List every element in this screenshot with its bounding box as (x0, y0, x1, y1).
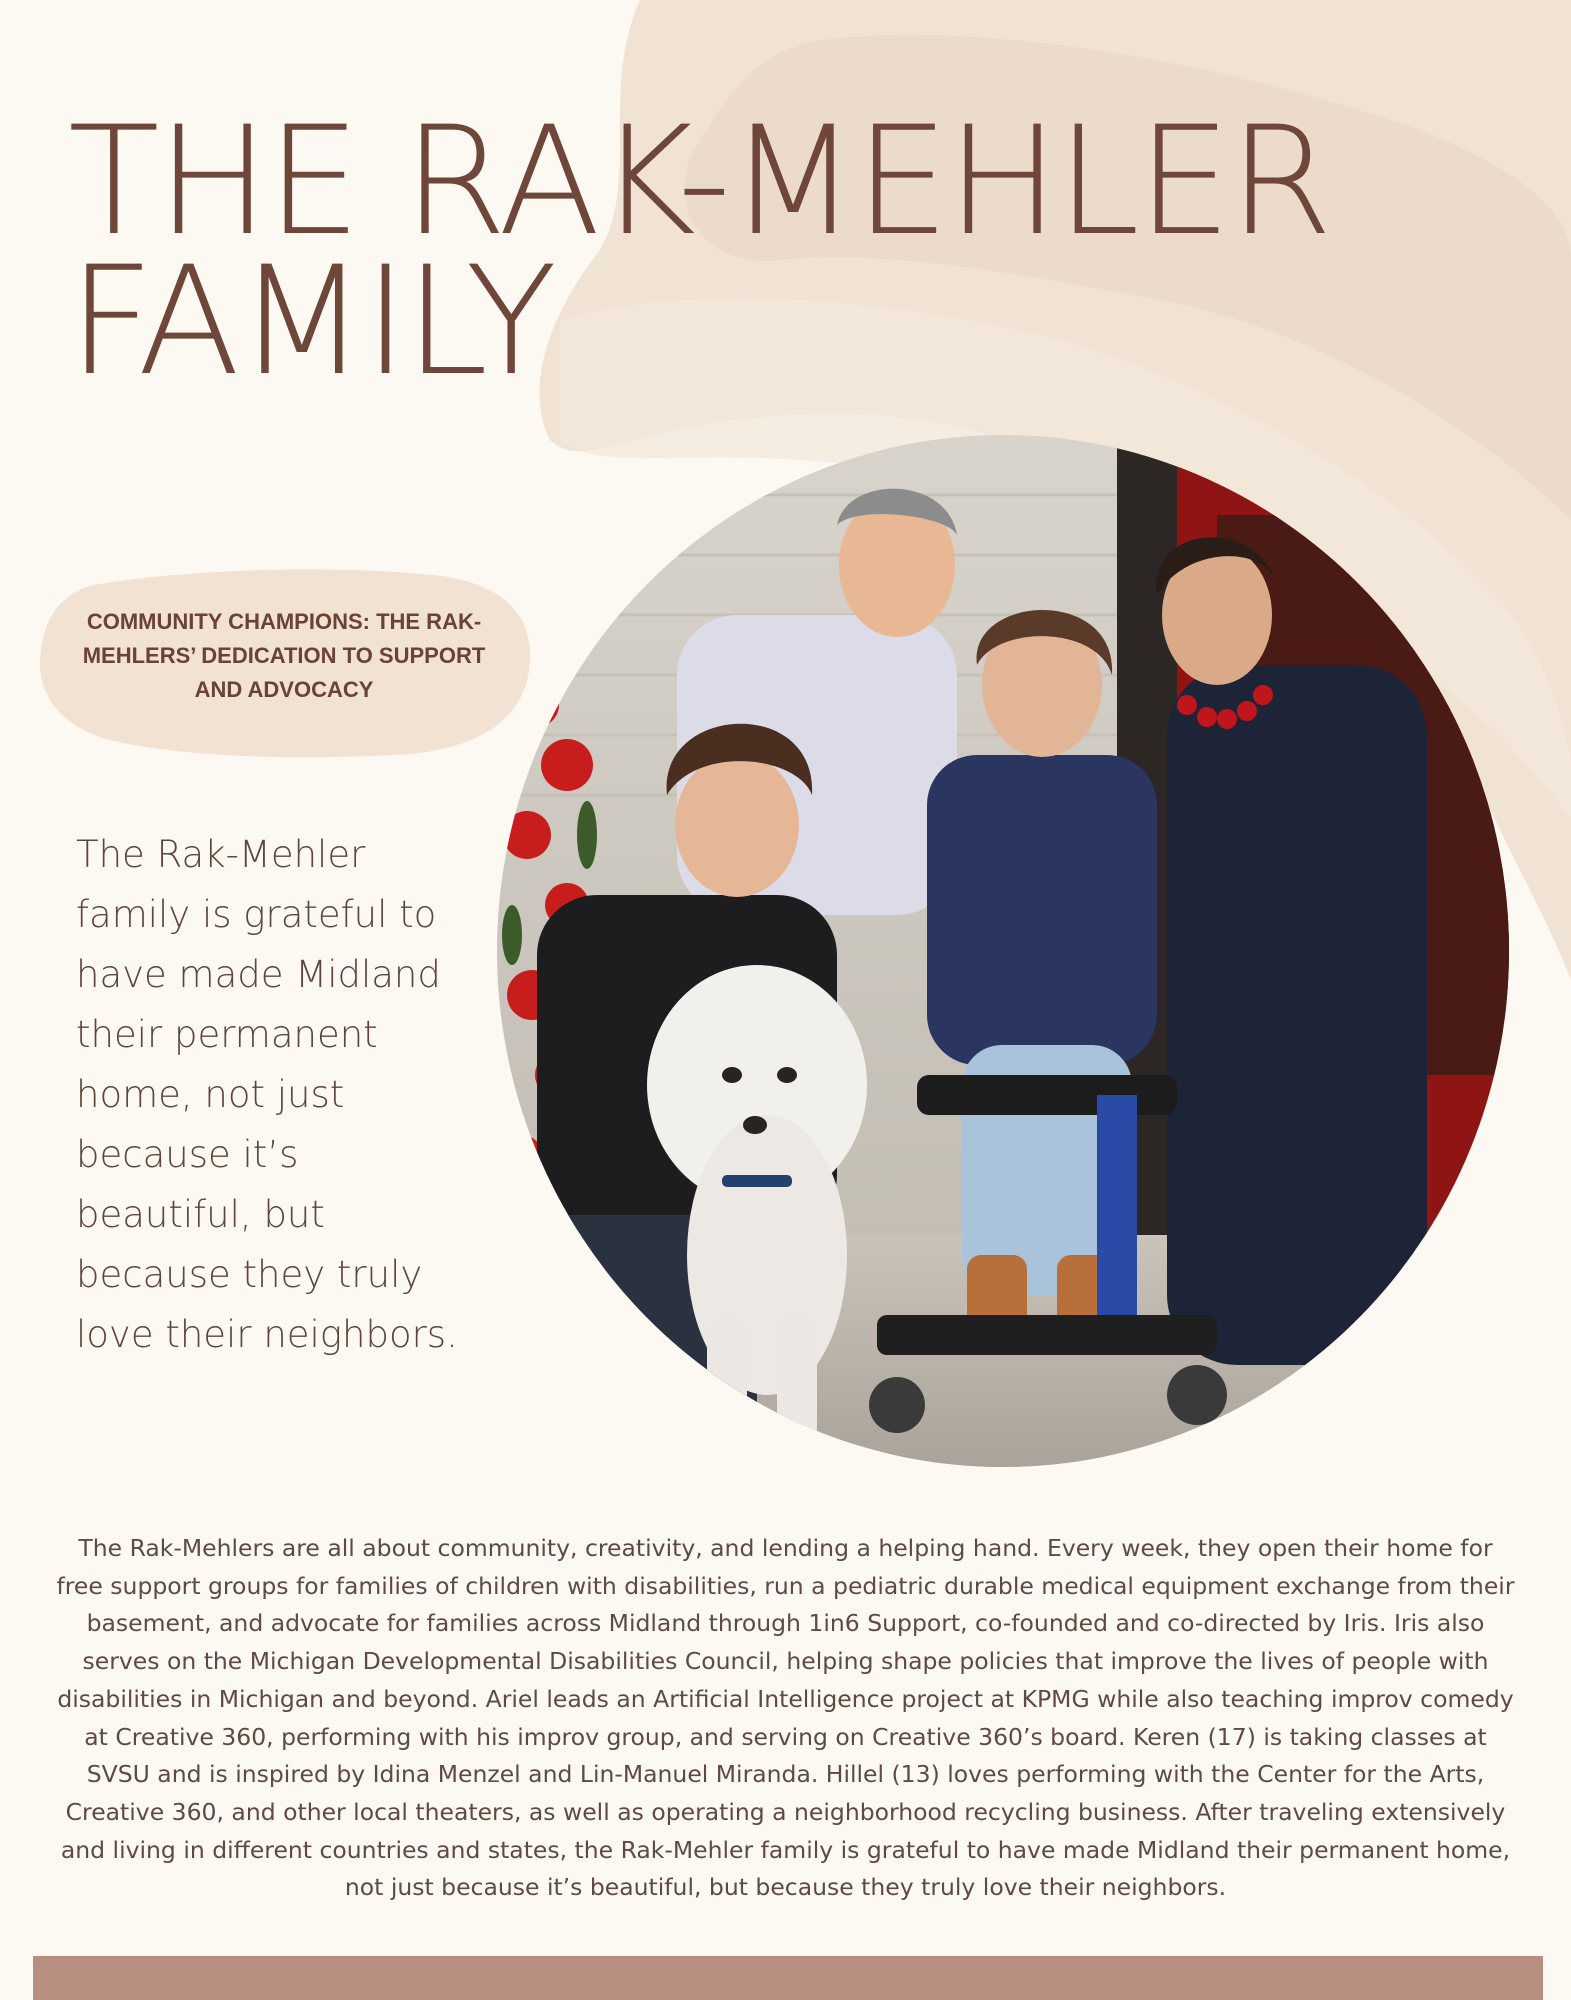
footer-bar (33, 1956, 1543, 2000)
title-line-1: THE RAK-MEHLER (68, 95, 1330, 269)
badge-text: COMMUNITY CHAMPIONS: THE RAK-MEHLERS’ DEDICATION TO SUPPORT AND ADVOCACY (82, 609, 486, 702)
page-title (68, 95, 1548, 409)
title-line-2: FAMILY (68, 235, 555, 409)
family-photo (497, 435, 1509, 1467)
subtitle-badge (34, 565, 534, 760)
pull-quote: The Rak-Mehler family is grateful to have made Midland their permanent home, not just because it’s beautiful, but because they truly love their neighbors. (76, 833, 458, 1356)
body-paragraph: The Rak-Mehlers are all about community, creativity, and lending a helping hand. Every week, they open their home for free support groups for families of children with disabilities, run a pediatric durable medical equipment exchange from their basement, and advocate for families across Midland through 1in6 Support, co-founded and co-directed by Iris. Iris also serves on the Michigan Developmental Disabilities Council, helping shape policies that improve the lives of people with disabilities in Michigan and beyond. Ariel leads an Artificial Intelligence project at KPMG while also teaching improv comedy at Creative 360, performing with his improv group, and serving on Creative 360’s board. Keren (17) is taking classes at SVSU and is inspired by Idina Menzel and Lin-Manuel Miranda. Hillel (13) loves performing with the Center for the Arts, Creative 360, and other local theaters, as well as operating a neighborhood recycling business. After traveling extensively and living in different countries and states, the Rak-Mehler family is grateful to have made Midland their permanent home, not just because it’s beautiful, but because they truly love their neighbors. (56, 1534, 1515, 1902)
